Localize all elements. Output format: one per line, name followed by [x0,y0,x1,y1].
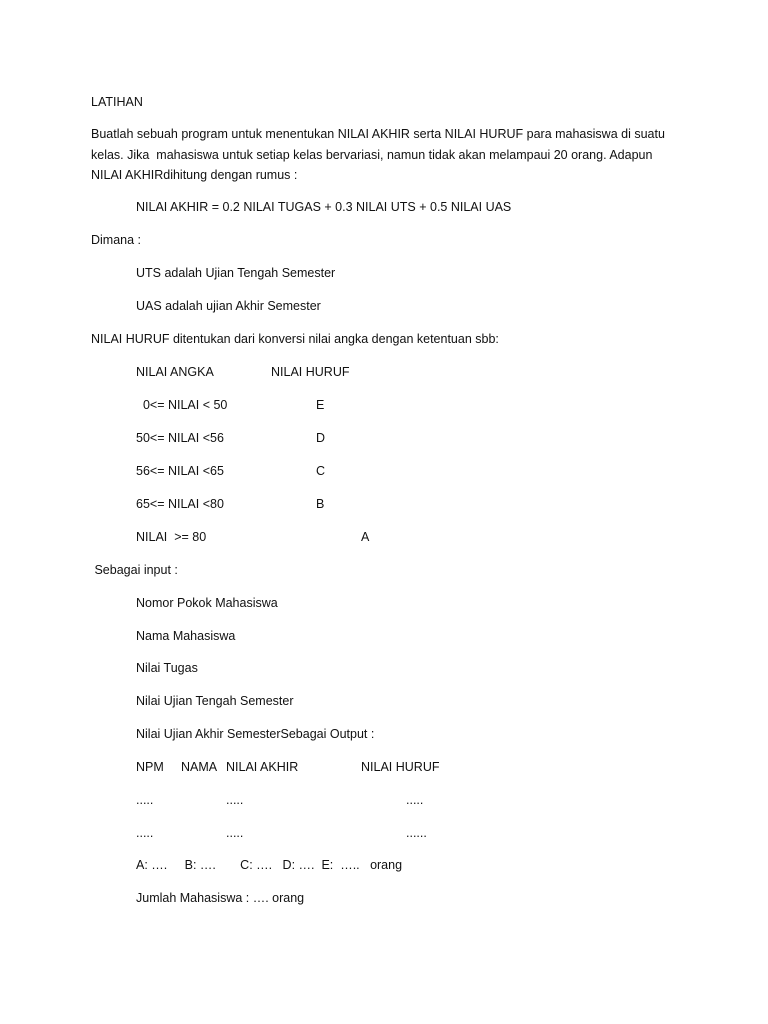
input-item-tugas: Nilai Tugas [136,661,198,675]
conversion-range-c: 56<= NILAI <65 [136,464,224,478]
total-students: Jumlah Mahasiswa : …. orang [136,891,305,905]
definition-uas: UAS adalah ujian Akhir Semester [136,299,321,313]
output-row-1-npm: ..... [136,793,154,807]
conversion-intro: NILAI HURUF ditentukan dari konversi nilai angka dengan ketentuan sbb: [91,332,499,346]
input-item-uas: Nilai Ujian Akhir SemesterSebagai Output : [136,727,375,741]
output-header-nilai-akhir: NILAI AKHIR [226,760,299,774]
output-row-1-nama: ..... [226,793,244,807]
conversion-grade-e: E [316,398,325,412]
output-row-2-huruf: ...... [406,826,427,840]
conversion-range-a: NILAI >= 80 [136,530,207,544]
document-title: LATIHAN [91,95,143,109]
formula: NILAI AKHIR = 0.2 NILAI TUGAS + 0.3 NILAI UTS + 0.5 NILAI UAS [136,200,512,214]
conversion-range-e: 0<= NILAI < 50 [136,398,228,412]
intro-line-3: NILAI AKHIRdihitung dengan rumus : [91,168,298,182]
conversion-grade-d: D [316,431,326,445]
output-header-nilai-huruf: NILAI HURUF [361,760,440,774]
input-label: Sebagai input : [91,563,178,577]
conversion-header-huruf: NILAI HURUF [271,365,350,379]
conversion-grade-b: B [316,497,325,511]
conversion-grade-c: C [316,464,326,478]
grade-summary: A: …. B: …. C: …. D: …. E: ….. orang [136,858,403,872]
intro-line-1: Buatlah sebuah program untuk menentukan NILAI AKHIR serta NILAI HURUF para mahasiswa di suatu [91,127,665,141]
definition-uts: UTS adalah Ujian Tengah Semester [136,266,336,280]
conversion-range-b: 65<= NILAI <80 [136,497,224,511]
output-header-npm: NPM [136,760,164,774]
input-item-uts: Nilai Ujian Tengah Semester [136,694,294,708]
dimana-label: Dimana : [91,233,142,247]
output-row-2-npm: ..... [136,826,154,840]
input-item-nama: Nama Mahasiswa [136,629,236,643]
conversion-header-angka: NILAI ANGKA [136,365,214,379]
conversion-grade-a: A [361,530,370,544]
conversion-range-d: 50<= NILAI <56 [136,431,224,445]
output-row-2-nama: ..... [226,826,244,840]
intro-line-2: kelas. Jika mahasiswa untuk setiap kelas bervariasi, namun tidak akan melampaui 20 orang. Adapun [91,148,653,162]
output-header-nama: NAMA [181,760,218,774]
output-row-1-huruf: ..... [406,793,424,807]
input-item-npm: Nomor Pokok Mahasiswa [136,596,278,610]
